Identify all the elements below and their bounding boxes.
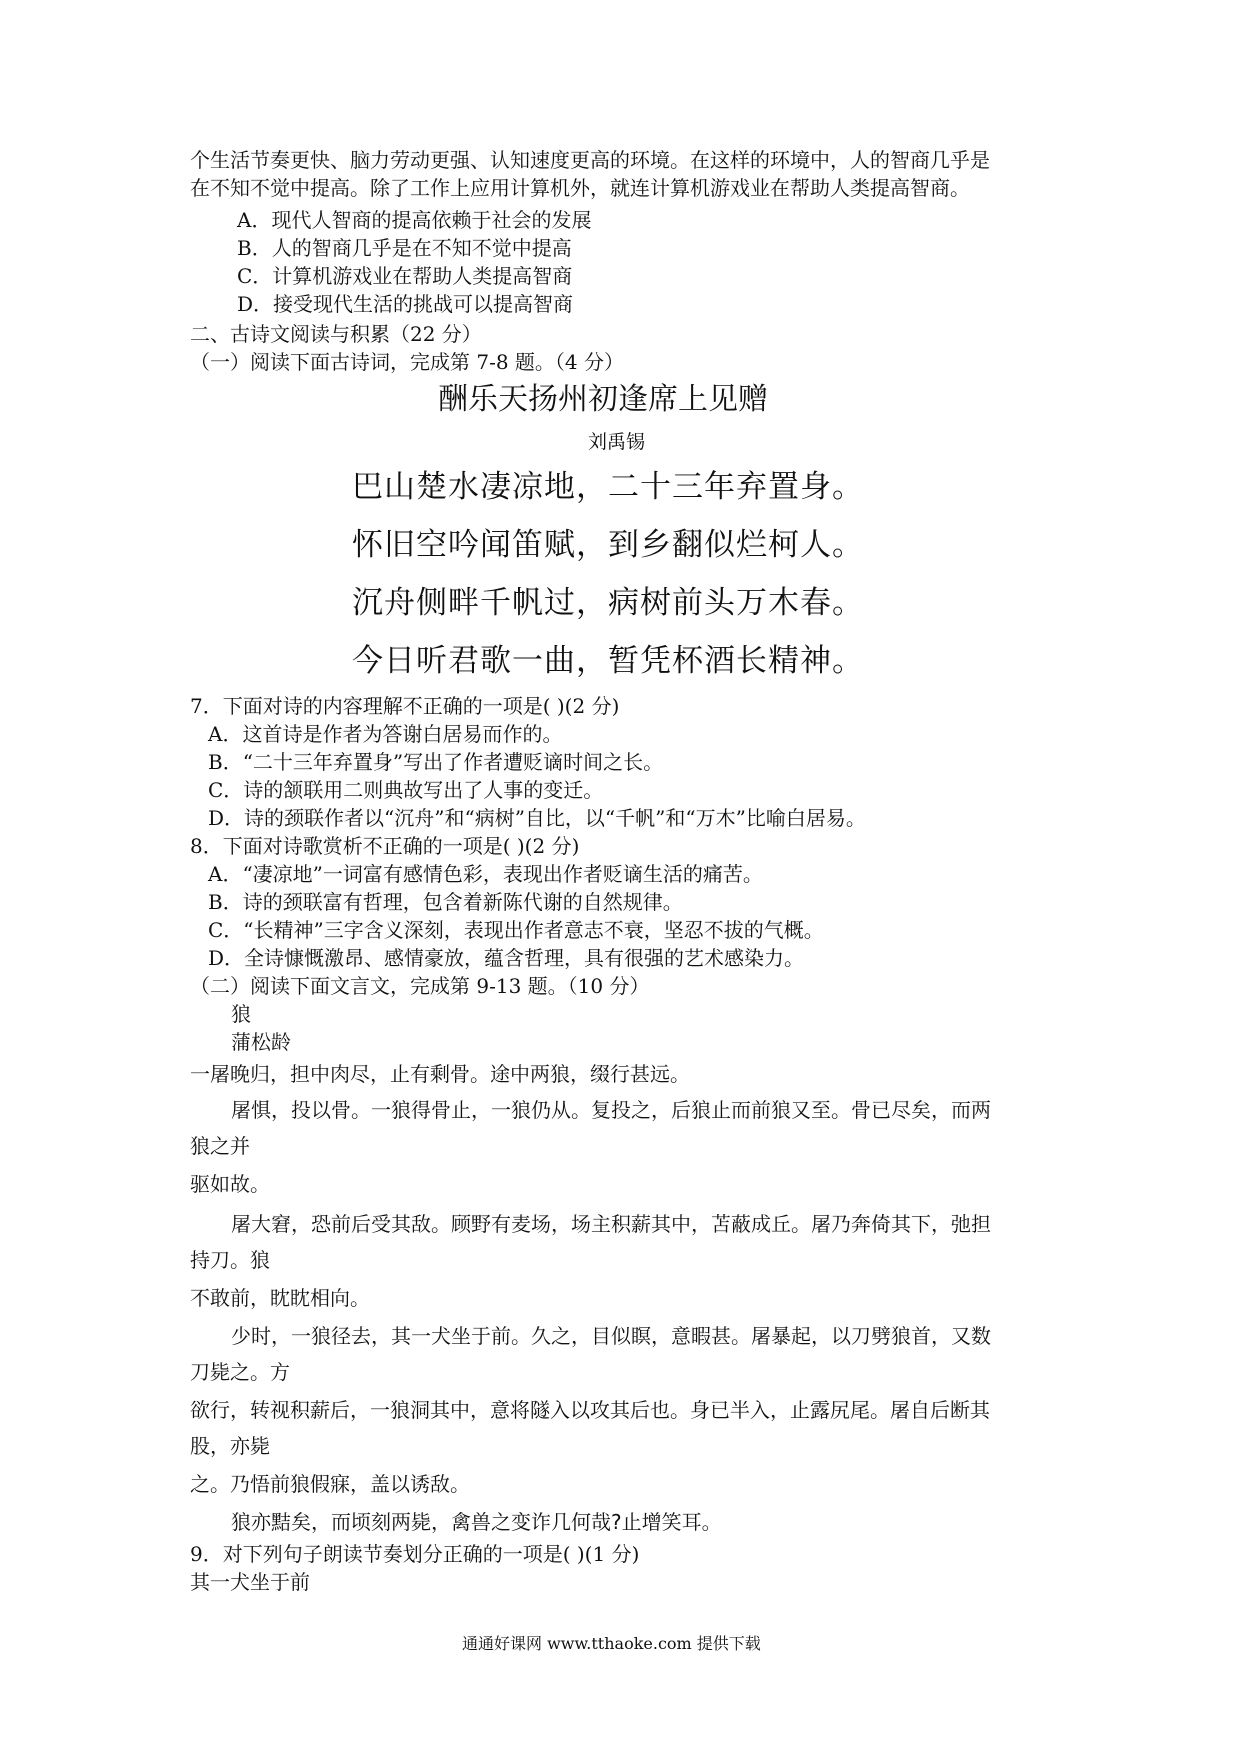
option-a: A．现代人智商的提高依赖于社会的发展 [237, 208, 592, 232]
text-para-4-line-2: 刀毙之。方 [190, 1360, 290, 1384]
text-para-3-line-2: 持刀。狼 [190, 1248, 270, 1272]
q7-option-c: C．诗的颔联用二则典故写出了人事的变迁。 [208, 778, 604, 802]
q7-option-b: B．“二十三年弃置身”写出了作者遭贬谪时间之长。 [208, 750, 664, 774]
option-b: B．人的智商几乎是在不知不觉中提高 [237, 236, 572, 260]
question-9: 9．对下列句子朗读节奏划分正确的一项是( )(1 分) [190, 1542, 640, 1566]
q7-option-d: D．诗的颈联作者以“沉舟”和“病树”自比，以“千帆”和“万木”比喻白居易。 [208, 806, 866, 830]
text-para-3-line-1: 屠大窘，恐前后受其敌。顾野有麦场，场主积薪其中，苫蔽成丘。屠乃奔倚其下，弛担 [231, 1212, 991, 1236]
text-title: 狼 [231, 1002, 251, 1026]
text-para-3-line-3: 不敢前，眈眈相向。 [190, 1286, 370, 1310]
q8-option-a: A．“凄凉地”一词富有感情色彩，表现出作者贬谪生活的痛苦。 [208, 862, 763, 886]
text-para-2-line-2: 狼之并 [190, 1134, 250, 1158]
poem-line-1: 巴山楚水凄凉地，二十三年弃置身。 [352, 469, 864, 505]
poem-title: 酬乐天扬州初逢席上见赠 [438, 382, 768, 417]
q8-option-c: C．“长精神”三字含义深刻，表现出作者意志不衰，坚忍不拔的气概。 [208, 918, 824, 942]
text-para-2-line-1: 屠惧，投以骨。一狼得骨止，一狼仍从。复投之，后狼止而前狼又至。骨已尽矣，而两 [231, 1098, 991, 1122]
text-para-4-line-4: 股，亦毙 [190, 1434, 270, 1458]
option-d: D．接受现代生活的挑战可以提高智商 [237, 292, 574, 316]
text-para-1: 一屠晚归，担中肉尽，止有剩骨。途中两狼，缀行甚远。 [190, 1062, 690, 1086]
question-8: 8．下面对诗歌赏析不正确的一项是( )(2 分) [190, 834, 580, 858]
text-para-4-line-3: 欲行，转视积薪后，一狼洞其中，意将隧入以攻其后也。身已半入，止露尻尾。屠自后断其 [190, 1398, 990, 1422]
section-heading: 二、古诗文阅读与积累（22 分） [190, 322, 482, 346]
q8-option-b: B．诗的颈联富有哲理，包含着新陈代谢的自然规律。 [208, 890, 683, 914]
q9-sentence: 其一犬坐于前 [190, 1570, 310, 1594]
poem-line-2: 怀旧空吟闻笛赋，到乡翻似烂柯人。 [352, 527, 864, 563]
intro-line-1: 个生活节奏更快、脑力劳动更强、认知速度更高的环境。在这样的环境中，人的智商几乎是 [190, 148, 990, 172]
q8-option-d: D．全诗慷慨激昂、感情豪放，蕴含哲理，具有很强的艺术感染力。 [208, 946, 805, 970]
poem-line-3: 沉舟侧畔千帆过，病树前头万木春。 [352, 585, 864, 621]
intro-line-2: 在不知不觉中提高。除了工作上应用计算机外，就连计算机游戏业在帮助人类提高智商。 [190, 176, 970, 200]
poem-author: 刘禹锡 [588, 431, 646, 453]
page-footer: 通通好课网 www.tthaoke.com 提供下载 [462, 1634, 761, 1653]
q7-option-a: A．这首诗是作者为答谢白居易而作的。 [208, 722, 563, 746]
text-author: 蒲松龄 [231, 1030, 291, 1054]
text-para-4-line-1: 少时，一狼径去，其一犬坐于前。久之，目似瞑，意暇甚。屠暴起，以刀劈狼首，又数 [231, 1324, 991, 1348]
text-para-4-line-5: 之。乃悟前狼假寐，盖以诱敌。 [190, 1472, 470, 1496]
poem-line-4: 今日听君歌一曲，暂凭杯酒长精神。 [352, 643, 864, 679]
text-para-2-line-3: 驱如故。 [190, 1172, 270, 1196]
part1-heading: （一）阅读下面古诗词，完成第 7-8 题。（4 分） [190, 350, 625, 374]
part2-heading: （二）阅读下面文言文，完成第 9-13 题。（10 分） [190, 974, 650, 998]
text-para-5: 狼亦黠矣，而顷刻两毙，禽兽之变诈几何哉?止增笑耳。 [231, 1510, 722, 1534]
option-c: C．计算机游戏业在帮助人类提高智商 [237, 264, 573, 288]
question-7: 7．下面对诗的内容理解不正确的一项是( )(2 分) [190, 694, 620, 718]
